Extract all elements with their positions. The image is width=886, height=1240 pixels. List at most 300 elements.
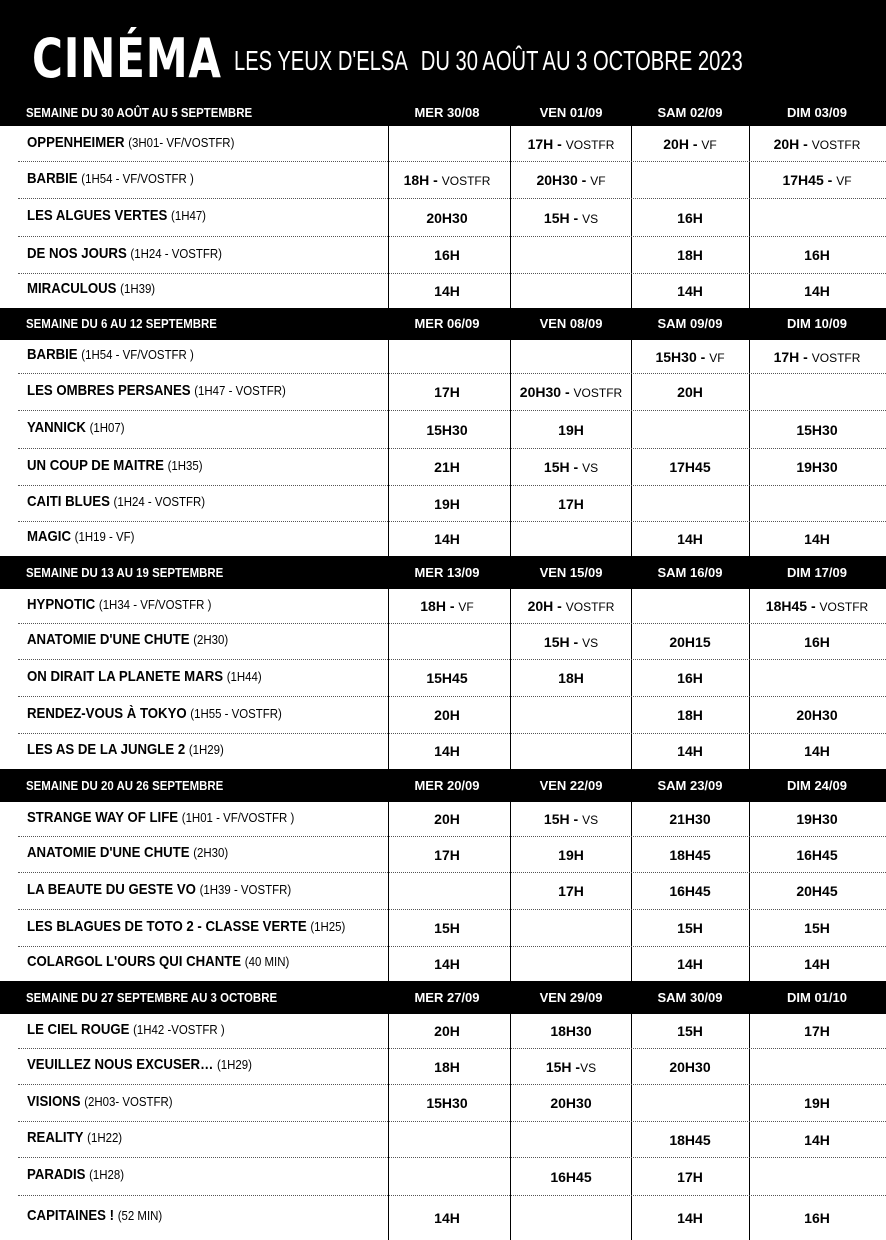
film-row	[0, 697, 886, 734]
showtime: 15H -VS	[545, 1059, 597, 1075]
showtime-hour: 18H45	[765, 598, 808, 614]
showtime-hour: 20H	[527, 598, 554, 614]
showtime	[511, 837, 631, 873]
showtime	[630, 802, 750, 837]
film-title	[27, 374, 286, 407]
day-header: SAM 09/09	[657, 316, 723, 331]
film-name: HYPNOTIC	[27, 596, 96, 613]
showtime-hour: 16H	[677, 210, 703, 226]
showtime	[630, 374, 750, 411]
showtime-hour: 15H30	[426, 1095, 468, 1111]
film-title	[27, 697, 282, 730]
film-title	[27, 199, 206, 233]
day-header: MER 06/09	[414, 316, 480, 331]
showtime-language: VF	[709, 351, 725, 365]
film-row	[0, 589, 886, 624]
day-header: VEN 08/09	[539, 316, 603, 331]
film-details: (1H35)	[167, 458, 203, 473]
film-details: (1H25)	[310, 919, 346, 934]
showtime	[757, 734, 877, 769]
film-row	[0, 340, 886, 374]
film-title	[27, 162, 194, 195]
film-title	[27, 624, 228, 656]
film-details: (1H47)	[171, 208, 206, 223]
showtime-hour: 17H	[434, 384, 460, 400]
showtime-language: VS	[580, 1061, 597, 1075]
film-name: BARBIE	[27, 170, 78, 187]
film-row	[0, 910, 886, 947]
film-details: (1H29)	[216, 1057, 252, 1072]
film-details: (3H01- VF/VOSTFR)	[128, 135, 235, 150]
film-row	[0, 411, 886, 449]
showtime-hour: 15H	[804, 920, 830, 936]
showtime-hour: 20H	[663, 136, 689, 152]
page-title: CINÉMA	[32, 27, 222, 90]
day-header: VEN 22/09	[539, 778, 603, 793]
showtime-hour: 16H45	[669, 883, 711, 899]
showtime	[511, 873, 631, 910]
showtime: 20H - VOSTFR	[773, 136, 861, 152]
film-row	[0, 1196, 886, 1240]
showtime	[387, 947, 507, 981]
showtime-hour: 20H45	[796, 883, 838, 899]
showtime-hour: 19H	[558, 847, 584, 863]
film-title	[27, 589, 211, 620]
showtime	[757, 624, 877, 660]
film-title	[27, 274, 155, 304]
day-header: DIM 24/09	[787, 778, 847, 793]
showtime	[511, 411, 631, 449]
film-title	[27, 411, 125, 445]
film-title	[27, 127, 234, 158]
showtime-language: VS	[582, 636, 599, 650]
showtime-hour: 15H	[677, 920, 703, 936]
showtime-hour: 14H	[434, 531, 460, 547]
showtime: 18H - VF	[420, 598, 474, 614]
week-label: SEMAINE DU 20 AU 26 SEPTEMBRE	[26, 778, 224, 793]
film-row	[0, 1049, 886, 1085]
showtime-hour: 19H	[804, 1095, 830, 1111]
showtime-hour: 14H	[677, 743, 703, 759]
showtime-hour: 15H	[545, 1059, 572, 1075]
film-details: (1H24 - VOSTFR)	[113, 494, 206, 509]
film-name: LES ALGUES VERTES	[27, 207, 168, 224]
showtime	[387, 837, 507, 873]
showtime	[757, 522, 877, 556]
film-row	[0, 274, 886, 308]
showtime: 15H - VS	[543, 210, 599, 226]
showtime-hour: 16H	[677, 670, 703, 686]
film-row	[0, 1158, 886, 1196]
showtime	[387, 910, 507, 947]
showtime-hour: 14H	[677, 1210, 703, 1226]
film-details: (1H55 - VOSTFR)	[190, 706, 282, 721]
film-name: ANATOMIE D'UNE CHUTE	[27, 844, 190, 861]
week-label: SEMAINE DU 30 AOÛT AU 5 SEPTEMBRE	[26, 105, 253, 120]
film-title	[27, 1196, 162, 1236]
showtime	[630, 1014, 750, 1049]
film-name: UN COUP DE MAITRE	[27, 457, 164, 474]
showtime-language: VF	[836, 174, 852, 188]
film-title	[27, 802, 294, 833]
showtime-hour: 20H	[434, 811, 460, 827]
film-name: LE CIEL ROUGE	[27, 1021, 130, 1038]
showtime-language: VOSTFR	[565, 138, 615, 152]
showtime	[757, 1014, 877, 1049]
showtime	[630, 947, 750, 981]
showtime-hour: 16H	[804, 247, 830, 263]
film-details: (40 MIN)	[244, 954, 290, 969]
showtime-hour: 20H15	[669, 634, 711, 650]
showtime	[511, 1014, 631, 1049]
program-dates: DU 30 AOÛT AU 3 OCTOBRE 2023	[420, 45, 743, 76]
showtime-hour: 19H30	[796, 811, 838, 827]
showtime: 18H - VOSTFR	[403, 172, 491, 188]
film-row	[0, 374, 886, 411]
showtime-hour: 20H	[773, 136, 800, 152]
showtime-language: VS	[582, 212, 599, 226]
showtime-language: VS	[582, 813, 599, 827]
showtime	[630, 274, 750, 308]
showtime-hour: 17H45	[669, 459, 711, 475]
showtime-hour: 15H	[543, 811, 570, 827]
film-title	[27, 1049, 252, 1081]
film-name: REALITY	[27, 1129, 84, 1146]
showtime	[630, 1158, 750, 1196]
showtime	[387, 486, 507, 522]
showtime	[387, 697, 507, 734]
film-name: STRANGE WAY OF LIFE	[27, 809, 179, 826]
film-title	[27, 340, 194, 370]
showtime	[387, 411, 507, 449]
showtime-hour: 17H	[677, 1169, 703, 1185]
film-name: VISIONS	[27, 1093, 81, 1110]
film-details: (1H39 - VOSTFR)	[199, 882, 292, 897]
film-row	[0, 624, 886, 660]
day-header: MER 30/08	[414, 105, 480, 120]
showtime-hour: 14H	[804, 956, 830, 972]
showtime	[630, 734, 750, 769]
film-name: LES AS DE LA JUNGLE 2	[27, 741, 186, 758]
showtime-hour: 17H	[804, 1023, 830, 1039]
film-details: (1H22)	[87, 1130, 123, 1145]
showtime: 15H - VS	[543, 459, 599, 475]
showtime	[630, 237, 750, 274]
day-header: SAM 16/09	[657, 565, 723, 580]
film-details: (1H19 - VF)	[74, 529, 135, 544]
showtime	[511, 1158, 631, 1196]
film-title	[27, 1158, 124, 1192]
showtime	[757, 697, 877, 734]
showtime	[757, 802, 877, 837]
showtime-hour: 20H30	[519, 384, 562, 400]
showtime-hour: 16H45	[550, 1169, 592, 1185]
week-label: SEMAINE DU 27 SEPTEMBRE AU 3 OCTOBRE	[26, 990, 278, 1005]
showtime	[387, 237, 507, 274]
showtime: 20H - VF	[663, 136, 717, 152]
showtime-hour: 18H	[420, 598, 446, 614]
film-name: MIRACULOUS	[27, 280, 117, 297]
film-row	[0, 237, 886, 274]
showtime	[630, 1049, 750, 1085]
showtime-hour: 18H45	[669, 1132, 711, 1148]
film-name: OPPENHEIMER	[27, 134, 125, 151]
film-details: (1H39)	[120, 281, 156, 296]
showtime: 20H - VOSTFR	[527, 598, 615, 614]
showtime-hour: 19H	[558, 422, 584, 438]
showtime: 17H45 - VF	[782, 172, 852, 188]
showtime-hour: 16H	[434, 247, 460, 263]
showtime-hour: 15H45	[426, 670, 468, 686]
showtime	[757, 947, 877, 981]
film-name: LA BEAUTE DU GESTE VO	[27, 881, 196, 898]
film-row	[0, 1014, 886, 1049]
showtime	[630, 873, 750, 910]
showtime	[757, 449, 877, 486]
day-header: DIM 10/09	[787, 316, 847, 331]
showtime-hour: 20H30	[669, 1059, 711, 1075]
day-header: VEN 29/09	[539, 990, 603, 1005]
day-header: DIM 03/09	[787, 105, 847, 120]
film-name: CAPITAINES !	[27, 1207, 115, 1224]
day-header: VEN 15/09	[539, 565, 603, 580]
showtime	[757, 1196, 877, 1240]
film-title	[27, 522, 134, 552]
film-name: PARADIS	[27, 1166, 86, 1183]
showtime-hour: 20H30	[796, 707, 838, 723]
week-header	[0, 981, 886, 1014]
film-row	[0, 873, 886, 910]
film-title	[27, 486, 205, 518]
showtime	[387, 802, 507, 837]
showtime-hour: 14H	[434, 1210, 460, 1226]
showtime-hour: 15H30	[426, 422, 468, 438]
showtime-hour: 14H	[677, 283, 703, 299]
day-header: DIM 17/09	[787, 565, 847, 580]
showtime: 20H30 - VOSTFR	[519, 384, 623, 400]
film-title	[27, 1122, 122, 1154]
showtime-hour: 20H30	[536, 172, 578, 188]
film-row	[0, 734, 886, 769]
showtime	[387, 734, 507, 769]
showtime-hour: 16H45	[796, 847, 838, 863]
showtime-hour: 14H	[804, 531, 830, 547]
showtime-hour: 14H	[804, 743, 830, 759]
day-header: SAM 02/09	[657, 105, 723, 120]
day-header: MER 13/09	[414, 565, 480, 580]
showtime-hour: 15H	[677, 1023, 703, 1039]
week-header	[0, 308, 886, 340]
film-details: (1H42 -VOSTFR )	[133, 1022, 225, 1037]
film-row	[0, 127, 886, 162]
film-title	[27, 660, 262, 693]
showtime-language: VOSTFR	[811, 351, 861, 365]
showtime-hour: 18H	[677, 247, 703, 263]
film-details: (2H03- VOSTFR)	[84, 1094, 173, 1109]
showtime-hour: 14H	[677, 531, 703, 547]
showtime	[757, 873, 877, 910]
day-header: MER 20/09	[414, 778, 480, 793]
showtime: 18H45 - VOSTFR	[765, 598, 869, 614]
showtime-hour: 18H	[403, 172, 430, 188]
showtime-hour: 18H	[558, 670, 584, 686]
showtime-hour: 21H30	[669, 811, 711, 827]
showtime-hour: 20H	[434, 1023, 460, 1039]
showtime-hour: 15H	[543, 459, 570, 475]
showtime-hour: 19H30	[796, 459, 838, 475]
showtime-hour: 20H	[677, 384, 703, 400]
showtime	[387, 449, 507, 486]
film-name: VEUILLEZ NOUS EXCUSER…	[27, 1056, 214, 1073]
film-name: COLARGOL L'OURS QUI CHANTE	[27, 953, 242, 970]
showtime: 15H - VS	[543, 811, 599, 827]
showtime	[387, 374, 507, 411]
film-name: CAITI BLUES	[27, 493, 110, 510]
film-row	[0, 660, 886, 697]
film-name: LES BLAGUES DE TOTO 2 - CLASSE VERTE	[27, 918, 307, 935]
film-title	[27, 734, 224, 765]
showtime-hour: 20H30	[426, 210, 468, 226]
showtime-hour: 15H	[543, 634, 570, 650]
showtime-hour: 21H	[434, 459, 460, 475]
showtime-hour: 18H	[434, 1059, 460, 1075]
showtime-hour: 18H30	[550, 1023, 592, 1039]
showtime	[630, 660, 750, 697]
showtime	[757, 1085, 877, 1122]
film-name: LES OMBRES PERSANES	[27, 382, 191, 399]
showtime-language: VF	[701, 138, 717, 152]
venue-name: LES YEUX D'ELSA	[234, 45, 408, 76]
showtime	[511, 1085, 631, 1122]
film-row	[0, 802, 886, 837]
showtime-hour: 14H	[677, 956, 703, 972]
film-details: (52 MIN)	[117, 1208, 163, 1223]
film-row	[0, 1085, 886, 1122]
film-details: (2H30)	[193, 845, 229, 860]
showtime-language: VF	[458, 600, 474, 614]
film-name: ON DIRAIT LA PLANETE MARS	[27, 668, 224, 685]
showtime-language: VOSTFR	[565, 600, 615, 614]
showtime	[757, 910, 877, 947]
showtime	[387, 1196, 507, 1240]
film-row	[0, 837, 886, 873]
showtime-hour: 15H	[434, 920, 460, 936]
showtime	[757, 837, 877, 873]
film-name: DE NOS JOURS	[27, 245, 127, 262]
showtime-hour: 14H	[434, 283, 460, 299]
film-title	[27, 947, 289, 977]
showtime: 17H - VOSTFR	[527, 136, 615, 152]
day-header: MER 27/09	[414, 990, 480, 1005]
film-details: (1H54 - VF/VOSTFR )	[81, 171, 194, 186]
showtime-hour: 18H	[677, 707, 703, 723]
showtime	[757, 411, 877, 449]
film-row	[0, 522, 886, 556]
showtime	[630, 199, 750, 237]
film-details: (1H24 - VOSTFR)	[130, 246, 222, 261]
day-header: SAM 23/09	[657, 778, 723, 793]
showtime-language: VOSTFR	[573, 386, 623, 400]
showtime-hour: 15H30	[655, 349, 697, 365]
showtime	[630, 697, 750, 734]
showtime	[387, 1085, 507, 1122]
showtime-language: VOSTFR	[819, 600, 869, 614]
film-row	[0, 162, 886, 199]
showtime	[757, 274, 877, 308]
film-details: (1H07)	[89, 420, 125, 435]
film-name: YANNICK	[27, 419, 86, 436]
showtime	[630, 449, 750, 486]
showtime: 15H - VS	[543, 634, 599, 650]
film-title	[27, 910, 345, 943]
film-details: (1H28)	[89, 1167, 125, 1182]
film-row	[0, 947, 886, 981]
showtime	[630, 910, 750, 947]
showtime: 15H30 - VF	[655, 349, 725, 365]
showtime	[387, 1014, 507, 1049]
showtime-hour: 15H30	[796, 422, 838, 438]
week-header	[0, 769, 886, 802]
film-details: (1H34 - VF/VOSTFR )	[98, 597, 212, 612]
showtime-hour: 17H	[434, 847, 460, 863]
showtime-hour: 17H45	[782, 172, 824, 188]
showtime-language: VS	[582, 461, 599, 475]
showtime-hour: 14H	[804, 283, 830, 299]
showtime	[387, 522, 507, 556]
showtime-hour: 16H	[804, 634, 830, 650]
day-header: DIM 01/10	[787, 990, 847, 1005]
showtime: 20H30 - VF	[536, 172, 606, 188]
showtime	[630, 837, 750, 873]
showtime	[630, 522, 750, 556]
film-title	[27, 449, 203, 482]
film-name: RENDEZ-VOUS À TOKYO	[27, 705, 187, 722]
day-header: SAM 30/09	[657, 990, 723, 1005]
film-row	[0, 199, 886, 237]
showtime-hour: 14H	[434, 743, 460, 759]
showtime-hour: 17H	[527, 136, 554, 152]
film-title	[27, 873, 291, 906]
showtime-hour: 14H	[804, 1132, 830, 1148]
film-details: (1H01 - VF/VOSTFR )	[181, 810, 295, 825]
showtime-language: VOSTFR	[441, 174, 491, 188]
showtime	[757, 237, 877, 274]
film-details: (2H30)	[193, 632, 229, 647]
showtime	[630, 1122, 750, 1158]
showtime-hour: 15H	[543, 210, 570, 226]
showtime-hour: 17H	[558, 883, 584, 899]
film-name: ANATOMIE D'UNE CHUTE	[27, 631, 190, 648]
showtime	[511, 486, 631, 522]
week-header	[0, 100, 886, 126]
film-details: (1H47 - VOSTFR)	[194, 383, 286, 398]
showtime	[630, 624, 750, 660]
showtime-hour: 16H	[804, 1210, 830, 1226]
week-header	[0, 556, 886, 589]
showtime	[387, 660, 507, 697]
showtime	[757, 1122, 877, 1158]
showtime	[387, 199, 507, 237]
film-name: MAGIC	[27, 528, 71, 545]
week-label: SEMAINE DU 6 AU 12 SEPTEMBRE	[26, 316, 217, 331]
showtime-hour: 19H	[434, 496, 460, 512]
week-label: SEMAINE DU 13 AU 19 SEPTEMBRE	[26, 565, 224, 580]
film-details: (1H54 - VF/VOSTFR )	[81, 347, 194, 362]
showtime-hour: 18H45	[669, 847, 711, 863]
film-title	[27, 1014, 225, 1045]
film-row	[0, 486, 886, 522]
film-title	[27, 237, 222, 270]
